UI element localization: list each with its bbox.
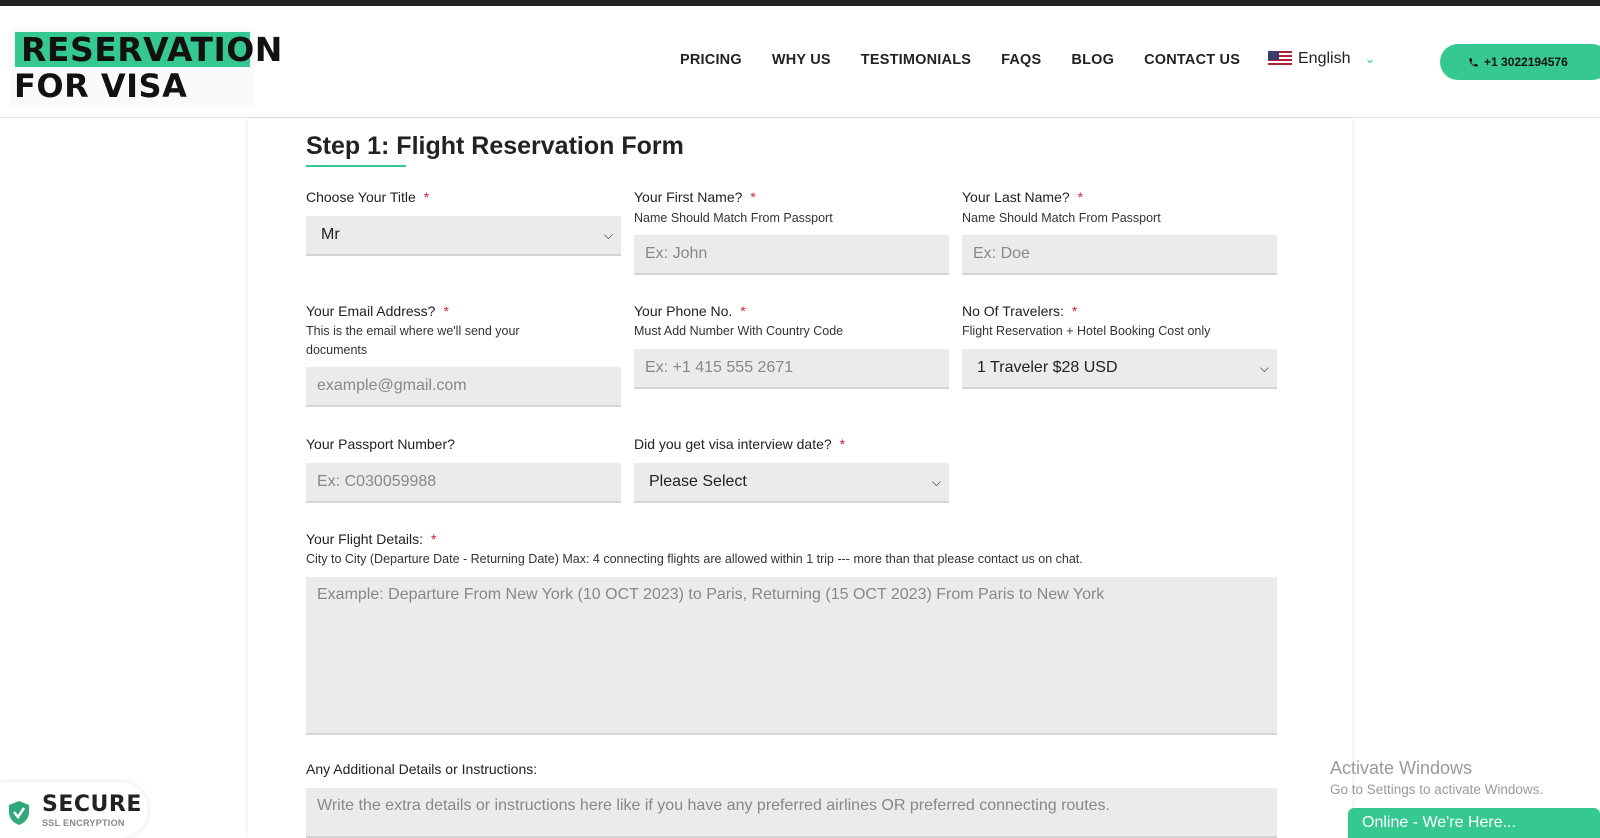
main-nav [680, 52, 1270, 68]
phone-no-input[interactable]: Ex: +1 415 555 2671 [634, 349, 949, 389]
first-name-input[interactable]: Ex: John [634, 235, 949, 275]
chevron-down-icon: ⌵ [931, 474, 941, 489]
shield-icon [8, 800, 30, 826]
chevron-down-icon: ⌵ [1259, 360, 1269, 375]
logo-top-text: RESERVATION [15, 32, 250, 67]
nav-why-us[interactable]: WHY US [771, 52, 831, 68]
email-label: Your Email Address? * [306, 303, 449, 319]
title-field-label: Choose Your Title * [306, 189, 430, 205]
additional-label: Any Additional Details or Instructions: [306, 761, 538, 777]
logo-bottom-text: FOR VISA [14, 67, 188, 105]
site-header [0, 6, 1600, 118]
passport-label: Your Passport Number? [306, 436, 455, 452]
form-title: Step 1: Flight Reservation Form [306, 132, 684, 160]
nav-testimonials[interactable]: TESTIMONIALS [860, 52, 972, 68]
language-label: English [1298, 50, 1351, 67]
phone-no-hint: Must Add Number With Country Code [634, 324, 844, 338]
email-hint: This is the email where we'll send your documents [306, 324, 520, 357]
travelers-label: No Of Travelers: * [962, 303, 1078, 319]
nav-pricing[interactable]: PRICING [680, 52, 742, 68]
logo[interactable] [10, 28, 283, 106]
phone-icon [1468, 57, 1479, 68]
last-name-hint: Name Should Match From Passport [962, 211, 1161, 225]
language-selector[interactable] [1268, 50, 1375, 68]
travelers-select-value: 1 Traveler $28 USD [977, 359, 1118, 376]
phone-number: +1 3022194576 [1484, 55, 1568, 69]
activate-windows-title: Activate Windows [1330, 758, 1473, 778]
phone-button[interactable] [1440, 44, 1600, 80]
interview-select-value: Please Select [649, 473, 747, 490]
chat-widget[interactable]: Online - We're Here... [1348, 808, 1600, 838]
interview-label: Did you get visa interview date? * [634, 436, 846, 452]
title-select-value: Mr [321, 226, 340, 243]
nav-contact-us[interactable]: CONTACT US [1144, 52, 1241, 68]
first-name-hint: Name Should Match From Passport [634, 211, 833, 225]
interview-select[interactable] [634, 463, 949, 503]
title-underline [306, 165, 406, 167]
first-name-label: Your First Name? * [634, 189, 756, 205]
nav-blog[interactable]: BLOG [1071, 52, 1115, 68]
passport-input[interactable]: Ex: C030059988 [306, 463, 621, 503]
flight-details-label: Your Flight Details: * [306, 531, 437, 547]
phone-no-label: Your Phone No. * [634, 303, 746, 319]
nav-faqs[interactable]: FAQS [1001, 52, 1042, 68]
secure-title: SECURE [42, 792, 142, 817]
flight-details-textarea[interactable]: Example: Departure From New York (10 OCT 2023) to Paris, Returning (15 OCT 2023) From Paris to New York [306, 577, 1277, 735]
email-input[interactable]: example@gmail.com [306, 367, 621, 407]
additional-textarea[interactable]: Write the extra details or instructions here like if you have any preferred airlines OR preferred connecting routes. [306, 788, 1277, 838]
chevron-down-icon: ⌄ [1364, 51, 1376, 66]
travelers-select[interactable] [962, 349, 1277, 389]
secure-badge [0, 782, 148, 838]
activate-windows-subtitle: Go to Settings to activate Windows. [1330, 782, 1544, 797]
flight-details-hint: City to City (Departure Date - Returning Date) Max: 4 connecting flights are allowed within 1 trip --- more than that please contact us on chat. [306, 552, 1083, 566]
chevron-down-icon: ⌵ [603, 227, 613, 242]
last-name-label: Your Last Name? * [962, 189, 1084, 205]
travelers-hint: Flight Reservation + Hotel Booking Cost only [962, 324, 1211, 338]
us-flag-icon [1268, 51, 1292, 67]
last-name-input[interactable]: Ex: Doe [962, 235, 1277, 275]
secure-subtitle: SSL ENCRYPTION [42, 818, 125, 828]
title-select[interactable] [306, 216, 621, 256]
